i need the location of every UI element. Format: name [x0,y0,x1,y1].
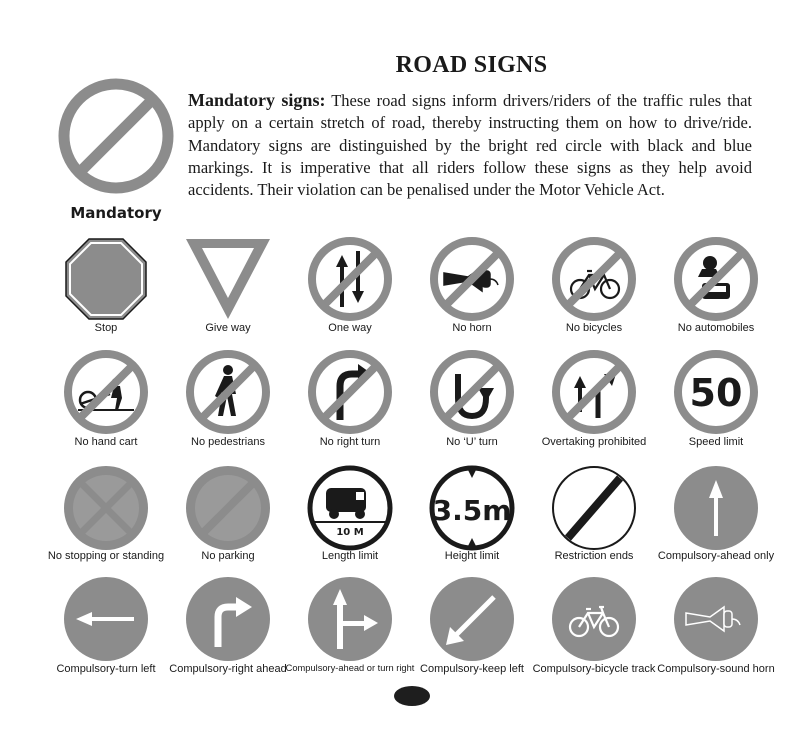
length-limit-icon [306,464,394,552]
sign-19 [36,575,176,695]
stop-octagon-icon [62,235,150,323]
sign-21 [280,575,420,695]
sound-horn-icon [672,575,760,663]
sign-label: One way [328,322,372,334]
sign-12 [646,348,786,468]
restriction-ends-icon [550,464,638,552]
no-right-turn-icon [306,348,394,436]
sign-label: Compulsory-bicycle track [532,663,656,675]
keep-left-icon [428,575,516,663]
sign-label: No horn [452,322,492,334]
sign-label: Compulsory-ahead only [657,550,775,562]
turn-left-icon [62,575,150,663]
overtaking-prohibited-icon [550,348,638,436]
sign-label: No ‘U’ turn [446,436,498,448]
page-number-badge [394,686,430,706]
sign-label: Restriction ends [554,550,634,562]
no-parking-icon [184,464,272,552]
sign-3 [280,235,420,355]
ahead-or-right-icon [306,575,394,663]
sign-label: Length limit [321,550,379,562]
give-way-triangle-icon [184,235,272,323]
sign-13 [36,464,176,584]
sign-2 [158,235,298,355]
no-stopping-icon [62,464,150,552]
no-pedestrians-icon [184,348,272,436]
sign-label: No parking [201,550,255,562]
ahead-only-icon [672,464,760,552]
sign-7 [36,348,176,468]
svg-text:3.5m: 3.5m [432,494,512,527]
height-limit-icon [428,464,516,552]
sign-label: No stopping or standing [47,550,165,562]
svg-text:50: 50 [689,371,743,415]
no-hand-cart-icon [62,348,150,436]
sign-label: Compulsory-sound horn [657,663,775,675]
sign-8 [158,348,298,468]
sign-4 [402,235,542,355]
sign-label: No right turn [319,436,381,448]
sign-label: Stop [94,322,118,334]
sign-14 [158,464,298,584]
sign-5 [524,235,664,355]
sign-10 [402,348,542,468]
sign-6 [646,235,786,355]
sign-label: Speed limit [688,436,744,448]
sign-16 [402,464,542,584]
right-ahead-icon [184,575,272,663]
category-label: Mandatory [70,204,162,222]
sign-label: No hand cart [74,436,138,448]
no-automobiles-icon [672,235,760,323]
sign-15 [280,464,420,584]
sign-label: Compulsory-keep left [420,663,524,675]
svg-text:10 M: 10 M [336,527,364,538]
sign-label: No bicycles [565,322,623,334]
sign-20 [158,575,298,695]
sign-label: Give way [205,322,251,334]
sign-label: No pedestrians [191,436,265,448]
no-bicycles-icon [550,235,638,323]
page-title: ROAD SIGNS [395,52,548,78]
sign-label: Compulsory-ahead or turn right [285,663,415,673]
sign-label: No automobiles [677,322,755,334]
intro-text: These road signs inform drivers/riders of the traffic rules that apply on a certain stretch of road, thereby instructing them on how to drive/ride. Mandatory signs are distinguished by the bright red circle with black and blue markings. It is imperative that all riders follow these signs as they help avoid accidents. Their violation can be penalised under the Motor Vehicle Act. [188,91,752,200]
sign-18 [646,464,786,584]
sign-label: Overtaking prohibited [541,436,647,448]
sign-11 [524,348,664,468]
sign-23 [524,575,664,695]
one-way-arrows-icon [306,235,394,323]
sign-label: Height limit [444,550,500,562]
no-horn-icon [428,235,516,323]
intro-lead: Mandatory signs: [188,90,326,110]
no-u-turn-icon [428,348,516,436]
sign-9 [280,348,420,468]
sign-22 [402,575,542,695]
sign-label: Compulsory-right ahead [169,663,287,675]
sign-1 [36,235,176,355]
speed-limit-icon [672,348,760,436]
sign-24 [646,575,786,695]
sign-label: Compulsory-turn left [56,663,156,675]
sign-17 [524,464,664,584]
bicycle-track-icon [550,575,638,663]
